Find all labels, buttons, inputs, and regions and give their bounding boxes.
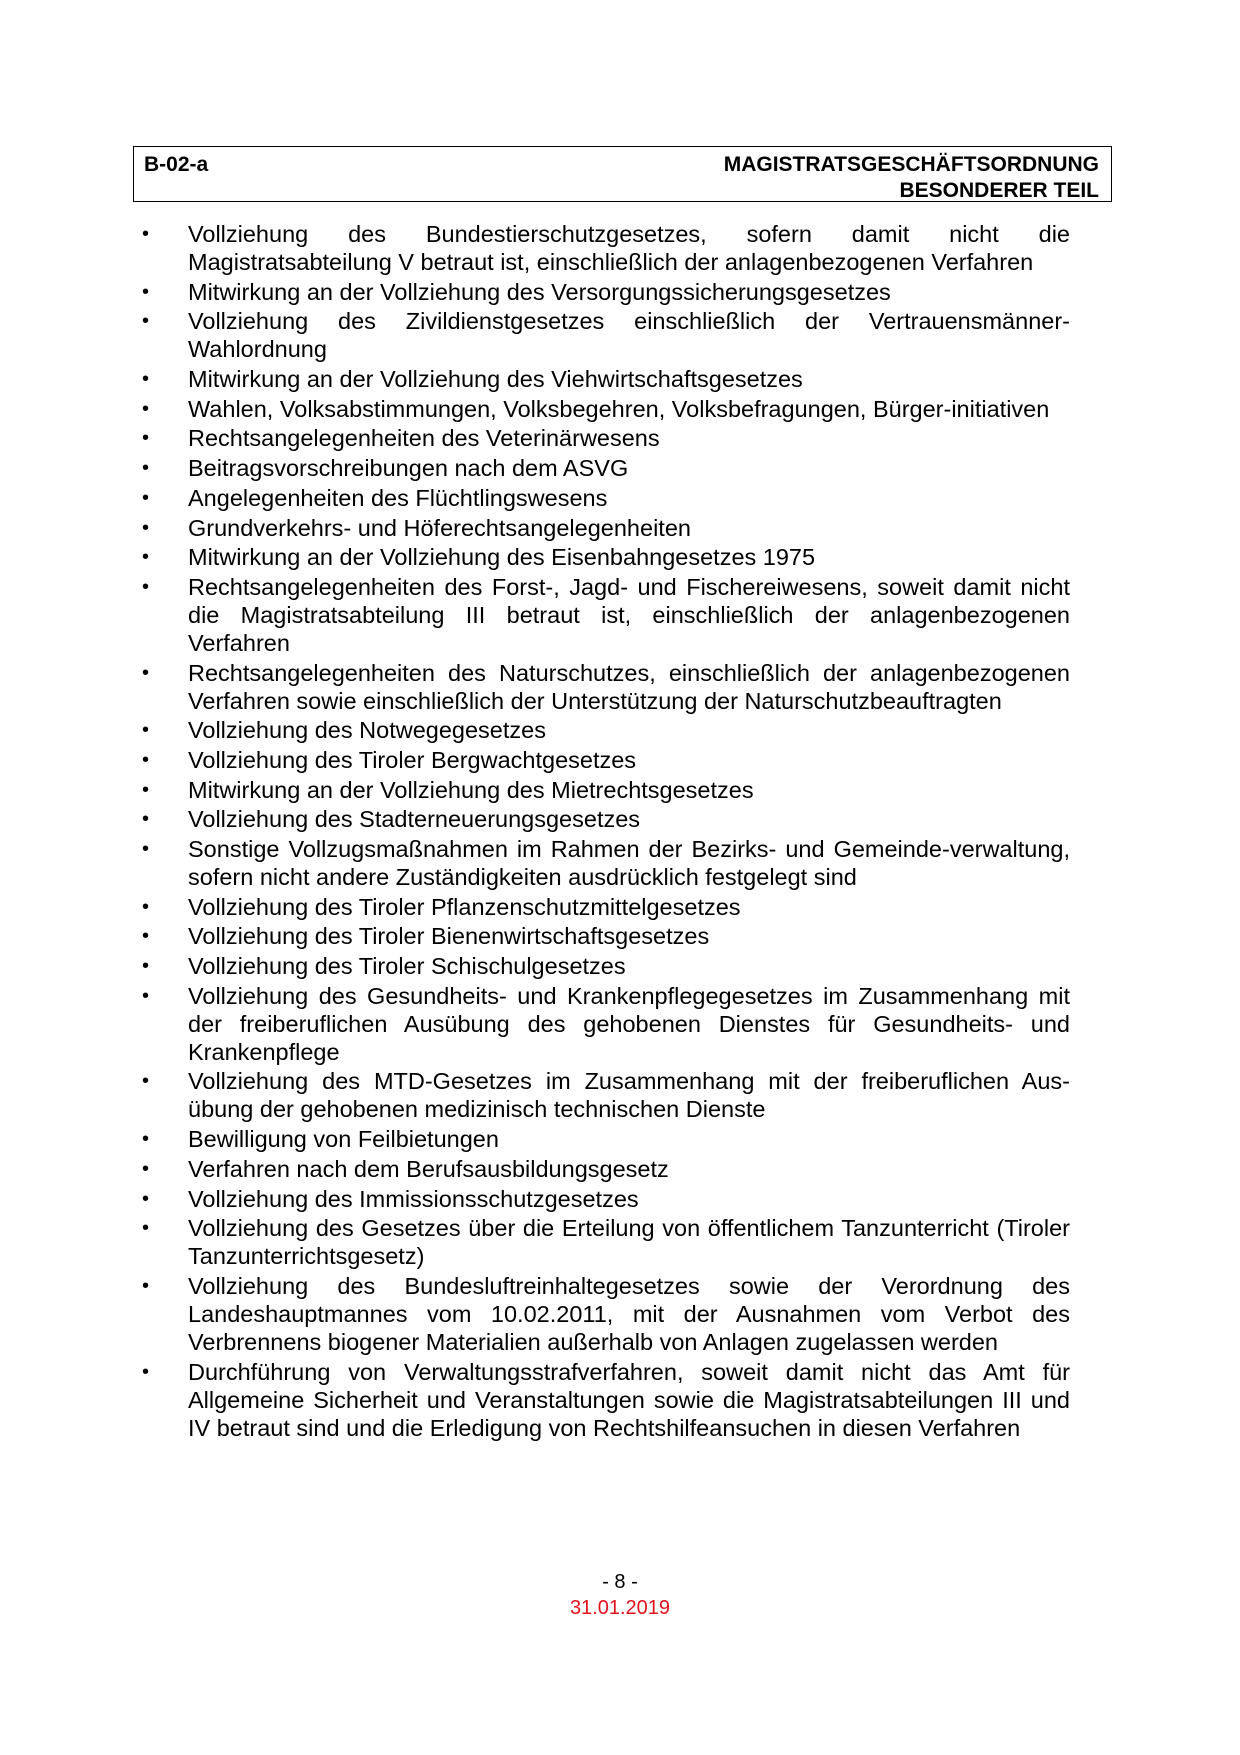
list-item-text: Mitwirkung an der Vollziehung des Versorgungssicherungsgesetzes xyxy=(188,278,891,305)
list-item-text: Wahlen, Volksabstimmungen, Volksbegehren, Volksbefragungen, Bürger-initiativen xyxy=(188,395,1050,422)
bullet-icon: • xyxy=(142,1128,150,1151)
list-item-text: Mitwirkung an der Vollziehung des Eisenbahngesetzes 1975 xyxy=(188,544,816,571)
bullet-icon: • xyxy=(142,457,150,480)
bullet-icon: • xyxy=(142,1274,150,1297)
list-item xyxy=(142,365,1070,393)
list-item xyxy=(142,716,1070,744)
bullet-icon: • xyxy=(142,895,150,918)
bullet-icon: • xyxy=(142,368,150,391)
bullet-icon: • xyxy=(142,280,150,303)
list-item-text: Vollziehung des Gesetzes über die Erteilung von öffentlichem Tanzunterricht (Tiroler Tanzunterrichtsgesetz) xyxy=(188,1215,1070,1270)
list-item-text: Rechtsangelegenheiten des Forst-, Jagd- und Fischereiwesens, soweit damit nicht die Magistratsabteilung III betraut ist, einschließlich der anlagenbezogenen Verfahren xyxy=(188,573,1070,656)
list-item-text: Vollziehung des MTD-Gesetzes im Zusammenhang mit der freiberuflichen Aus-übung der gehobenen medizinisch technischen Dienste xyxy=(188,1068,1070,1123)
list-item xyxy=(142,746,1070,774)
bullet-icon: • xyxy=(142,1217,150,1240)
list-item xyxy=(142,922,1070,950)
bullet-icon: • xyxy=(142,223,150,245)
list-item-text: Vollziehung des Tiroler Bienenwirtschaftsgesetzes xyxy=(188,923,710,950)
list-item-text: Mitwirkung an der Vollziehung des Mietrechtsgesetzes xyxy=(188,776,754,803)
bullet-icon: • xyxy=(142,778,150,801)
list-item-text: Vollziehung des Bundesluftreinhaltegesetzes sowie der Verordnung des Landeshauptmannes vom 10.02.2011, mit der Ausnahmen vom Verbot des Verbrennens biogener Materialien außerhalb von Anlagen zugelassen werden xyxy=(188,1272,1070,1355)
bullet-icon: • xyxy=(142,1070,150,1093)
list-item xyxy=(142,805,1070,833)
bullet-icon: • xyxy=(142,1187,150,1210)
list-item-text: Beitragsvorschreibungen nach dem ASVG xyxy=(188,455,629,482)
bullet-icon: • xyxy=(142,984,150,1007)
bullet-icon: • xyxy=(142,310,150,333)
list-item xyxy=(142,395,1070,423)
list-item-text: Grundverkehrs- und Höferechtsangelegenheiten xyxy=(188,514,691,541)
bullet-icon: • xyxy=(142,925,150,948)
page-number: - 8 - xyxy=(602,1571,638,1593)
list-item-text: Vollziehung des Stadterneuerungsgesetzes xyxy=(188,806,641,833)
document-title-line-2: BESONDERER TEIL xyxy=(899,179,1099,202)
list-item xyxy=(142,1155,1070,1183)
document-title xyxy=(724,152,1099,204)
bullet-icon: • xyxy=(142,486,150,509)
list-item-text: Verfahren nach dem Berufsausbildungsgesetz xyxy=(188,1155,669,1182)
list-item xyxy=(142,982,1070,1066)
bullet-icon: • xyxy=(142,546,150,569)
list-item xyxy=(142,1214,1070,1270)
list-item xyxy=(142,1125,1070,1153)
list-item xyxy=(142,893,1070,921)
document-code: B-02-a xyxy=(144,153,209,176)
bullet-icon: • xyxy=(142,748,150,771)
bullet-icon: • xyxy=(142,1157,150,1180)
list-item xyxy=(142,278,1070,306)
list-item-text: Vollziehung des Immissionsschutzgesetzes xyxy=(188,1185,639,1212)
list-item-text: Angelegenheiten des Flüchtlingswesens xyxy=(188,484,608,511)
bullet-icon: • xyxy=(142,1360,150,1383)
list-item xyxy=(142,776,1070,804)
list-item-text: Rechtsangelegenheiten des Naturschutzes, einschließlich der anlagenbezogenen Verfahren sowie einschließlich der Unterstützung der Naturschutzbeauftragten xyxy=(188,659,1070,714)
list-item xyxy=(142,1272,1070,1356)
bullet-icon: • xyxy=(142,719,150,742)
list-item xyxy=(142,454,1070,482)
list-item xyxy=(142,573,1070,657)
list-item-text: Vollziehung des Tiroler Pflanzenschutzmittelgesetzes xyxy=(188,893,741,920)
list-item-text: Vollziehung des Gesundheits- und Krankenpflegegesetzes im Zusammenhang mit der freiberuflichen Ausübung des gehobenen Dienstes für Gesundheits- und Krankenpflege xyxy=(188,982,1070,1065)
bullet-icon: • xyxy=(142,575,150,598)
document-title-line-1: MAGISTRATSGESCHÄFTSORDNUNG xyxy=(723,153,1099,176)
document-header xyxy=(133,146,1112,202)
list-item xyxy=(142,220,1070,276)
list-item-text: Vollziehung des Notwegegesetzes xyxy=(188,717,546,744)
list-item xyxy=(142,307,1070,363)
list-item xyxy=(142,1358,1070,1442)
list-item-text: Durchführung von Verwaltungsstrafverfahren, soweit damit nicht das Amt für Allgemeine Sicherheit und Veranstaltungen sowie die Magistratsabteilungen III und IV betraut sind und die Erledigung von Rechtshilfeansuchen in diesen Verfahren xyxy=(188,1358,1070,1441)
list-item xyxy=(142,543,1070,571)
list-item xyxy=(142,1067,1070,1123)
bullet-icon: • xyxy=(142,955,150,978)
list-item xyxy=(142,659,1070,715)
footer-date: 31.01.2019 xyxy=(569,1597,671,1619)
list-item xyxy=(142,484,1070,512)
bullet-icon: • xyxy=(142,838,150,860)
list-item-text: Bewilligung von Feilbietungen xyxy=(188,1126,499,1153)
list-item xyxy=(142,835,1070,891)
list-item-text: Rechtsangelegenheiten des Veterinärwesens xyxy=(188,425,660,452)
list-item-text: Mitwirkung an der Vollziehung des Viehwirtschaftsgesetzes xyxy=(188,366,803,393)
list-item-text: Vollziehung des Tiroler Bergwachtgesetzes xyxy=(188,746,637,773)
bullet-icon: • xyxy=(142,661,150,684)
bullet-icon: • xyxy=(142,427,150,450)
responsibilities-list xyxy=(142,220,1070,1443)
bullet-icon: • xyxy=(142,808,150,831)
list-item xyxy=(142,424,1070,452)
list-item xyxy=(142,1185,1070,1213)
list-item-text: Vollziehung des Tiroler Schischulgesetzes xyxy=(188,953,626,980)
bullet-icon: • xyxy=(142,516,150,539)
list-item-text: Sonstige Vollzugsmaßnahmen im Rahmen der Bezirks- und Gemeinde-verwaltung, sofern nicht andere Zuständigkeiten ausdrücklich festgelegt sind xyxy=(188,836,1070,890)
list-item-text: Vollziehung des Bundestierschutzgesetzes, sofern damit nicht die Magistratsabteilung V betraut ist, einschließlich der anlagenbezogenen Verfahren xyxy=(188,221,1070,275)
list-item-text: Vollziehung des Zivildienstgesetzes einschließlich der Vertrauensmänner-Wahlordnung xyxy=(188,308,1070,363)
list-item xyxy=(142,952,1070,980)
list-item xyxy=(142,514,1070,542)
bullet-icon: • xyxy=(142,397,150,420)
